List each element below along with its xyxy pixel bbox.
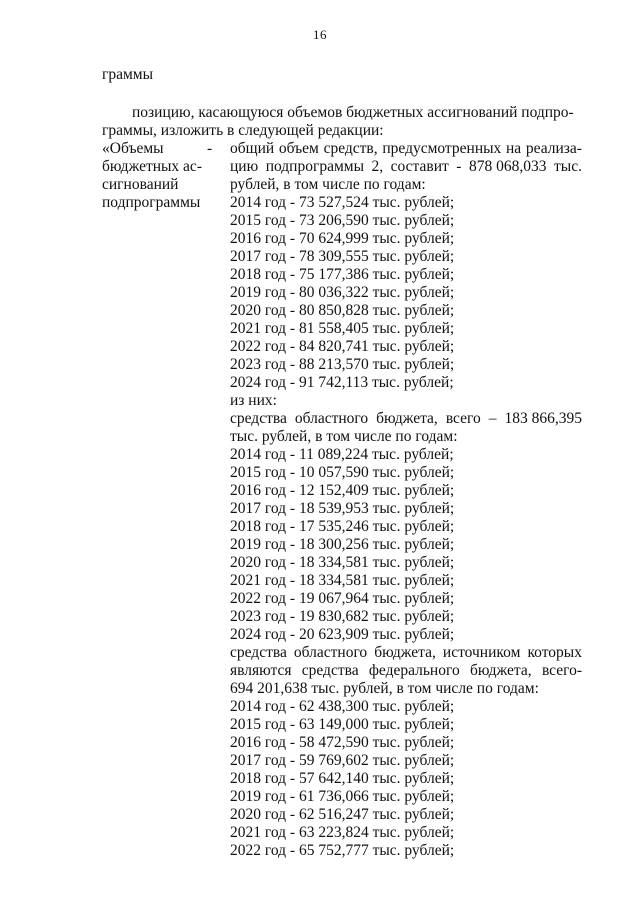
total-year-item: 2022 год - 84 820,741 тыс. рублей;	[230, 338, 455, 355]
federal-year-item: 2018 год - 57 642,140 тыс. рублей;	[230, 770, 455, 787]
row-content	[230, 140, 582, 860]
word: 878 068,033	[468, 158, 547, 175]
federal-line-2	[230, 662, 582, 680]
row-dash: -	[207, 140, 213, 157]
row-label-line-2: бюджетных ас-	[102, 158, 202, 175]
federal-year-item: 2020 год - 62 516,247 тыс. рублей;	[230, 806, 455, 823]
word: составит	[390, 158, 449, 175]
federal-line-1	[230, 644, 582, 662]
word: цию	[230, 158, 259, 175]
word: всего-	[541, 662, 582, 679]
word: бюджета,	[376, 410, 438, 427]
word: –	[488, 410, 497, 427]
federal-year-item: 2016 год - 58 472,590 тыс. рублей;	[230, 734, 455, 751]
regional-year-item: 2018 год - 17 535,246 тыс. рублей;	[230, 518, 455, 535]
word: общий	[230, 140, 275, 157]
regional-year-item: 2020 год - 18 334,581 тыс. рублей;	[230, 554, 455, 571]
total-year-item: 2015 год - 73 206,590 тыс. рублей;	[230, 212, 455, 229]
word: реализа-	[525, 140, 582, 157]
word: 2,	[371, 158, 384, 175]
regional-year-item: 2015 год - 10 057,590 тыс. рублей;	[230, 464, 455, 481]
regional-year-item: 2016 год - 12 152,409 тыс. рублей;	[230, 482, 455, 499]
federal-year-item: 2017 год - 59 769,602 тыс. рублей;	[230, 752, 455, 769]
regional-line-2: тыс. рублей, в том числе по годам:	[230, 428, 458, 445]
word: предусмотренных	[382, 140, 502, 157]
intro-paragraph	[102, 104, 582, 140]
word: средства	[230, 644, 287, 661]
word: бюджета,	[469, 662, 532, 679]
total-year-item: 2020 год - 80 850,828 тыс. рублей;	[230, 302, 455, 319]
total-year-item: 2017 год - 78 309,555 тыс. рублей;	[230, 248, 455, 265]
of-them-label: из них:	[230, 392, 277, 409]
word: областного	[293, 644, 368, 661]
regional-by-year-list	[230, 446, 582, 644]
word: бюджета,	[374, 644, 436, 661]
word: -	[456, 158, 462, 175]
total-line-1	[230, 140, 582, 158]
row-label-line-3: сигнований	[102, 176, 179, 193]
federal-year-item: 2014 год - 62 438,300 тыс. рублей;	[230, 698, 455, 715]
word: областного	[294, 410, 369, 427]
row-label-line-4: подпрограммы	[102, 194, 201, 211]
total-year-item: 2016 год - 70 624,999 тыс. рублей;	[230, 230, 455, 247]
row-label-line-1: «Объемы	[102, 140, 164, 157]
word: объем	[278, 140, 319, 157]
word: подпрограммы	[265, 158, 364, 175]
regional-line-1	[230, 410, 582, 428]
regional-year-item: 2017 год - 18 539,953 тыс. рублей;	[230, 500, 455, 517]
total-year-item: 2018 год - 75 177,386 тыс. рублей;	[230, 266, 455, 283]
total-year-item: 2023 год - 88 213,570 тыс. рублей;	[230, 356, 455, 373]
regional-year-item: 2022 год - 19 067,964 тыс. рублей;	[230, 590, 455, 607]
regional-year-item: 2024 год - 20 623,909 тыс. рублей;	[230, 626, 455, 643]
intro-line-1: позицию, касающуюся объемов бюджетных ассигнований подпро-	[132, 104, 574, 121]
row-label	[102, 140, 212, 212]
word: 183 866,395	[504, 410, 582, 427]
federal-line-3: 694 201,638 тыс. рублей, в том числе по годам:	[230, 680, 539, 697]
word: являются	[230, 662, 292, 679]
word: на	[506, 140, 522, 157]
total-year-item: 2024 год - 91 742,113 тыс. рублей;	[230, 374, 454, 391]
intro-line-2: граммы, изложить в следующей редакции:	[102, 122, 384, 139]
regional-year-item: 2019 год - 18 300,256 тыс. рублей;	[230, 536, 455, 553]
total-year-item: 2021 год - 81 558,405 тыс. рублей;	[230, 320, 455, 337]
federal-year-item: 2015 год - 63 149,000 тыс. рублей;	[230, 716, 455, 733]
total-line-3: рублей, в том числе по годам:	[230, 176, 426, 193]
regional-year-item: 2021 год - 18 334,581 тыс. рублей;	[230, 572, 455, 589]
word: средств,	[323, 140, 378, 157]
federal-by-year-list	[230, 698, 582, 860]
word: тыс.	[554, 158, 582, 175]
regional-year-item: 2014 год - 11 089,224 тыс. рублей;	[230, 446, 454, 463]
page-number: 16	[313, 27, 327, 42]
word: средства	[230, 410, 287, 427]
word: средства	[301, 662, 359, 679]
federal-year-item: 2022 год - 65 752,777 тыс. рублей;	[230, 842, 455, 859]
word: которых	[527, 644, 582, 661]
total-year-item: 2019 год - 80 036,322 тыс. рублей;	[230, 284, 455, 301]
total-year-item: 2014 год - 73 527,524 тыс. рублей;	[230, 194, 455, 211]
total-by-year-list	[230, 194, 582, 392]
regional-year-item: 2023 год - 19 830,682 тыс. рублей;	[230, 608, 455, 625]
word: всего	[445, 410, 481, 427]
federal-year-item: 2019 год - 61 736,066 тыс. рублей;	[230, 788, 455, 805]
word: федерального	[368, 662, 460, 679]
word: источником	[442, 644, 521, 661]
total-line-2	[230, 158, 582, 176]
continued-fragment: граммы	[102, 66, 154, 83]
federal-year-item: 2021 год - 63 223,824 тыс. рублей;	[230, 824, 455, 841]
